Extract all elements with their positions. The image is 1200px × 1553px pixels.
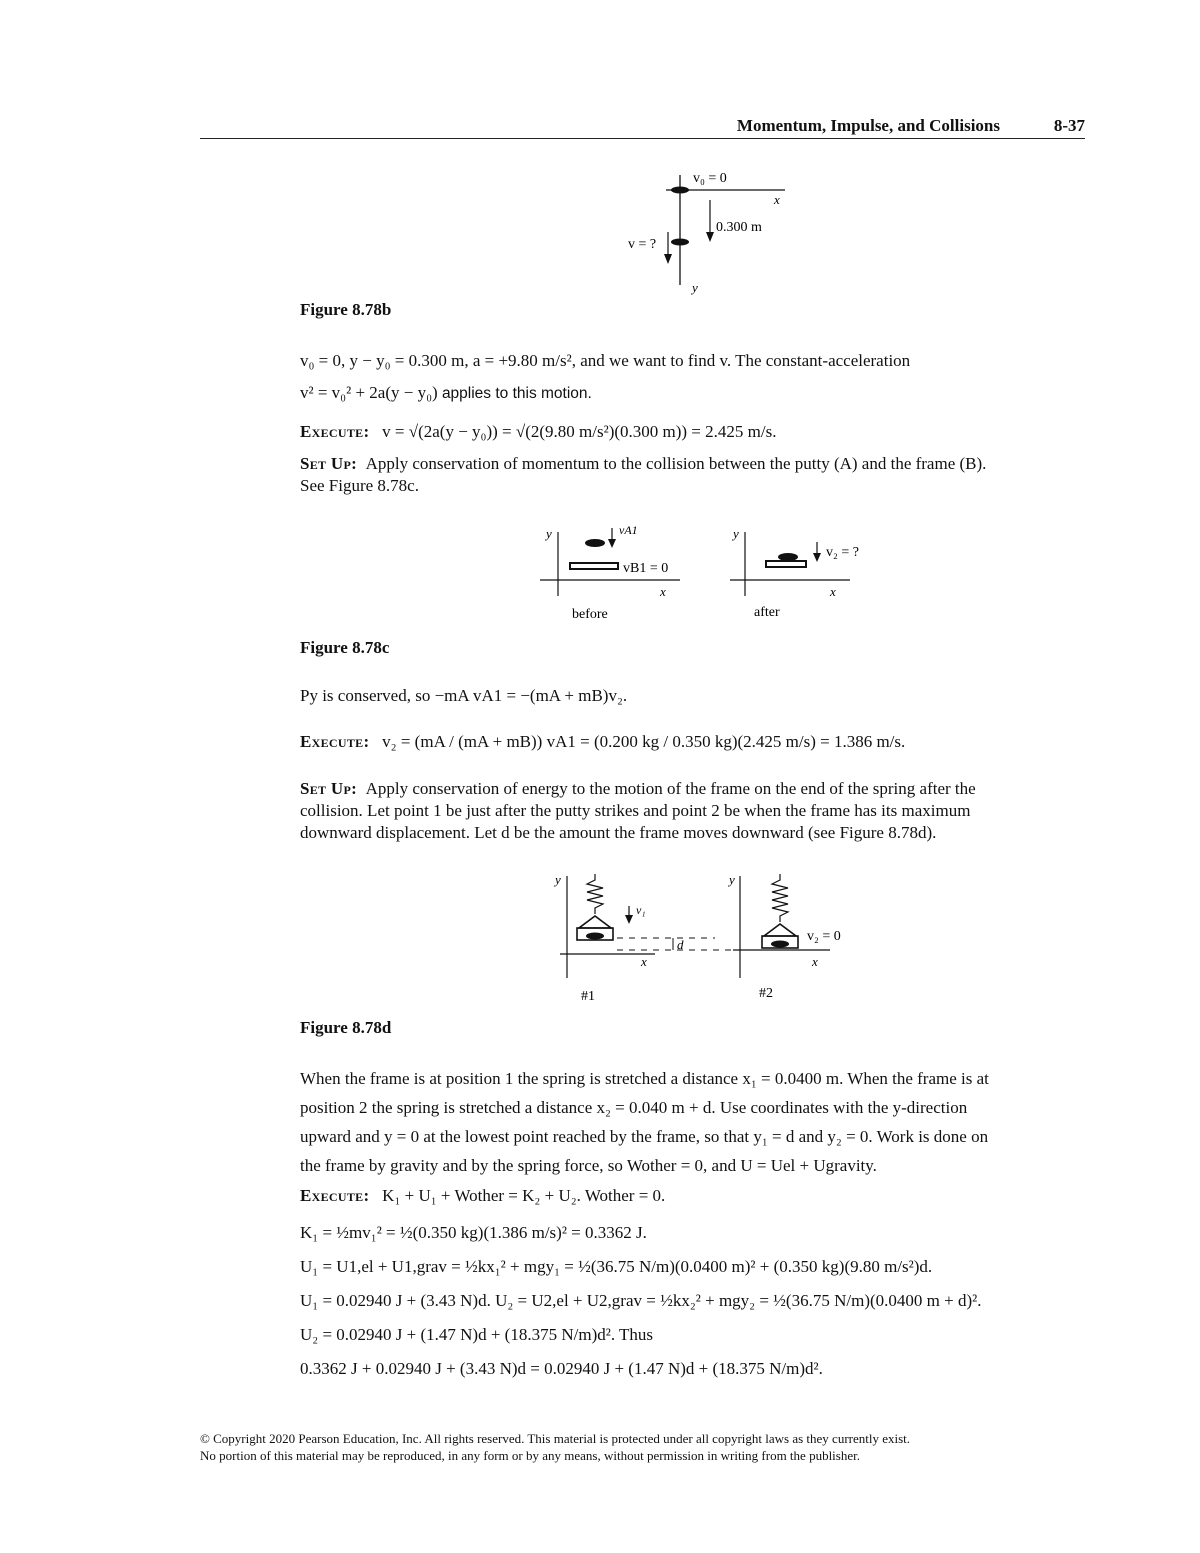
- momentum-result: v₂ = (mA / (mA + mB)) vA1 = (0.200 kg / 0.350 kg)(2.425 m/s) = 1.386 m/s.: [382, 732, 906, 751]
- setup-energy: [300, 778, 1080, 844]
- setup-energy-line1: Apply conservation of energy to the motion of the frame on the end of the spring after the: [365, 779, 976, 798]
- copyright-line2: No portion of this material may be reproduced, in any form or by any means, without permission in writing from the publisher.: [200, 1448, 860, 1463]
- pos1-putty: [586, 933, 604, 940]
- figure-8-78d: [545, 870, 875, 1005]
- execute-label: Execute:: [300, 422, 370, 441]
- figure-8-78c-caption: Figure 8.78c: [300, 638, 390, 657]
- v1-arrowhead: [625, 915, 633, 924]
- before-x-label: x: [660, 584, 666, 599]
- energy-balance: K₁ + U₁ + Wother = K₂ + U₂. Wother = 0.: [382, 1186, 666, 1205]
- energy-discussion: [300, 1064, 989, 1180]
- energy-eq4: U₂ = 0.02940 J + (1.47 N)d + (18.375 N/m)d². Thus: [300, 1325, 654, 1344]
- putty-before: [585, 539, 605, 547]
- kinematics-equation-line: [300, 382, 592, 405]
- v1-label: v₁: [636, 903, 646, 917]
- pos2-label: #2: [759, 986, 773, 1001]
- distance-label: 0.300 m: [716, 220, 762, 235]
- pos2-spring: [772, 874, 788, 922]
- energy-line1: When the frame is at position 1 the spring is stretched a distance x₁ = 0.0400 m. When the frame is at: [300, 1069, 989, 1088]
- frame-before: [570, 563, 618, 569]
- pos1-label: #1: [581, 989, 595, 1004]
- energy-line3: upward and y = 0 at the lowest point reached by the frame, so that y₁ = d and y₂ = 0. Work is done on: [300, 1127, 989, 1146]
- x-label: x: [774, 192, 780, 207]
- putty-after: [778, 553, 798, 561]
- page-header: [200, 116, 1085, 139]
- setup-label: Set Up:: [300, 779, 358, 798]
- setup-momentum-text2: See Figure 8.78c.: [300, 476, 419, 495]
- energy-line2: position 2 the spring is stretched a distance x₂ = 0.040 m + d. Use coordinates with the y-direction: [300, 1098, 968, 1117]
- before-label: before: [572, 607, 608, 622]
- energy-eq5: 0.3362 J + 0.02940 J + (3.43 N)d = 0.02940 J + (1.47 N)d + (18.375 N/m)d².: [300, 1359, 823, 1378]
- energy-execute: [300, 1185, 665, 1207]
- copyright-line1: © Copyright 2020 Pearson Education, Inc. All rights reserved. This material is protected under all copyright laws as they currently exist.: [200, 1431, 911, 1446]
- energy-eq1: K₁ = ½mv₁² = ½(0.350 kg)(1.386 m/s)² = 0.3362 J.: [300, 1223, 647, 1242]
- v2-zero-label: v₂ = 0: [807, 929, 841, 944]
- pos1-x-label: x: [641, 954, 647, 969]
- figure-8-78c: [530, 520, 890, 630]
- putty-end: [671, 239, 689, 246]
- pos1-frame-roof: [579, 916, 611, 928]
- after-x-label: x: [830, 584, 836, 599]
- setup-energy-line3: downward displacement. Let d be the amount the frame moves downward (see Figure 8.78d).: [300, 823, 937, 842]
- velocity-label: v = ?: [628, 237, 657, 252]
- figure-8-78b: [600, 160, 820, 300]
- y-label: y: [692, 280, 698, 295]
- v0-label: v₀ = 0: [693, 171, 727, 186]
- frame-after: [766, 561, 806, 567]
- page-number: 8-37: [1053, 116, 1085, 135]
- setup-energy-line2: collision. Let point 1 be just after the putty strikes and point 2 be when the frame has its maximum: [300, 801, 971, 820]
- velocity-arrowhead: [664, 254, 672, 264]
- kinematics-execute: [300, 421, 776, 443]
- kinematics-equation: v² = v₀² + 2a(y − y₀): [300, 383, 438, 402]
- vA1-label: vA1: [619, 523, 638, 537]
- pos1-y-label: y: [555, 872, 561, 887]
- pos1-spring: [587, 874, 603, 914]
- kinematics-result: v = √(2a(y − y₀)) = √(2(9.80 m/s²)(0.300 m)) = 2.425 m/s.: [382, 422, 777, 441]
- momentum-execute: [300, 731, 905, 753]
- d-label: d: [677, 937, 684, 952]
- energy-eq2: U₁ = U1,el + U1,grav = ½kx₁² + mgy₁ = ½(36.75 N/m)(0.0400 m)² + (0.350 kg)(9.80 m/s²)d.: [300, 1257, 933, 1276]
- vB1-label: vB1 = 0: [623, 561, 669, 576]
- distance-arrowhead: [706, 232, 714, 242]
- momentum-statement: Py is conserved, so −mA vA1 = −(mA + mB)v₂.: [300, 686, 628, 705]
- pos2-frame-roof: [764, 924, 796, 936]
- after-label: after: [754, 605, 780, 620]
- setup-momentum-text: Apply conservation of momentum to the collision between the putty (A) and the frame (B).: [365, 454, 987, 473]
- pos2-putty: [771, 941, 789, 948]
- pos2-x-label: x: [812, 954, 818, 969]
- vA1-arrowhead: [608, 539, 616, 548]
- pos2-y-label: y: [729, 872, 735, 887]
- setup-momentum: [300, 453, 1060, 497]
- energy-line4: the frame by gravity and by the spring force, so Wother = 0, and U = Uel + Ugravity.: [300, 1156, 877, 1175]
- figure-8-78d-caption: Figure 8.78d: [300, 1018, 392, 1037]
- execute-label: Execute:: [300, 732, 370, 751]
- energy-eq3: U₁ = 0.02940 J + (3.43 N)d. U₂ = U2,el + U2,grav = ½kx₂² + mgy₂ = ½(36.75 N/m)(0.0400 m + d)².: [300, 1291, 982, 1310]
- setup-label: Set Up:: [300, 454, 358, 473]
- v2-arrowhead: [813, 553, 821, 562]
- energy-equations: [300, 1216, 981, 1386]
- copyright-footer: [200, 1430, 1085, 1464]
- figure-8-78b-caption: Figure 8.78b: [300, 300, 392, 319]
- putty-start: [671, 187, 689, 194]
- v2-label: v₂ = ?: [826, 545, 859, 560]
- after-y-label: y: [733, 526, 739, 541]
- kinematics-given: v₀ = 0, y − y₀ = 0.300 m, a = +9.80 m/s², and we want to find v. The constant-acceleration: [300, 351, 911, 370]
- chapter-title: Momentum, Impulse, and Collisions: [736, 116, 1000, 135]
- before-y-label: y: [546, 526, 552, 541]
- execute-label: Execute:: [300, 1186, 370, 1205]
- kinematics-equation-note: applies to this motion.: [441, 385, 592, 402]
